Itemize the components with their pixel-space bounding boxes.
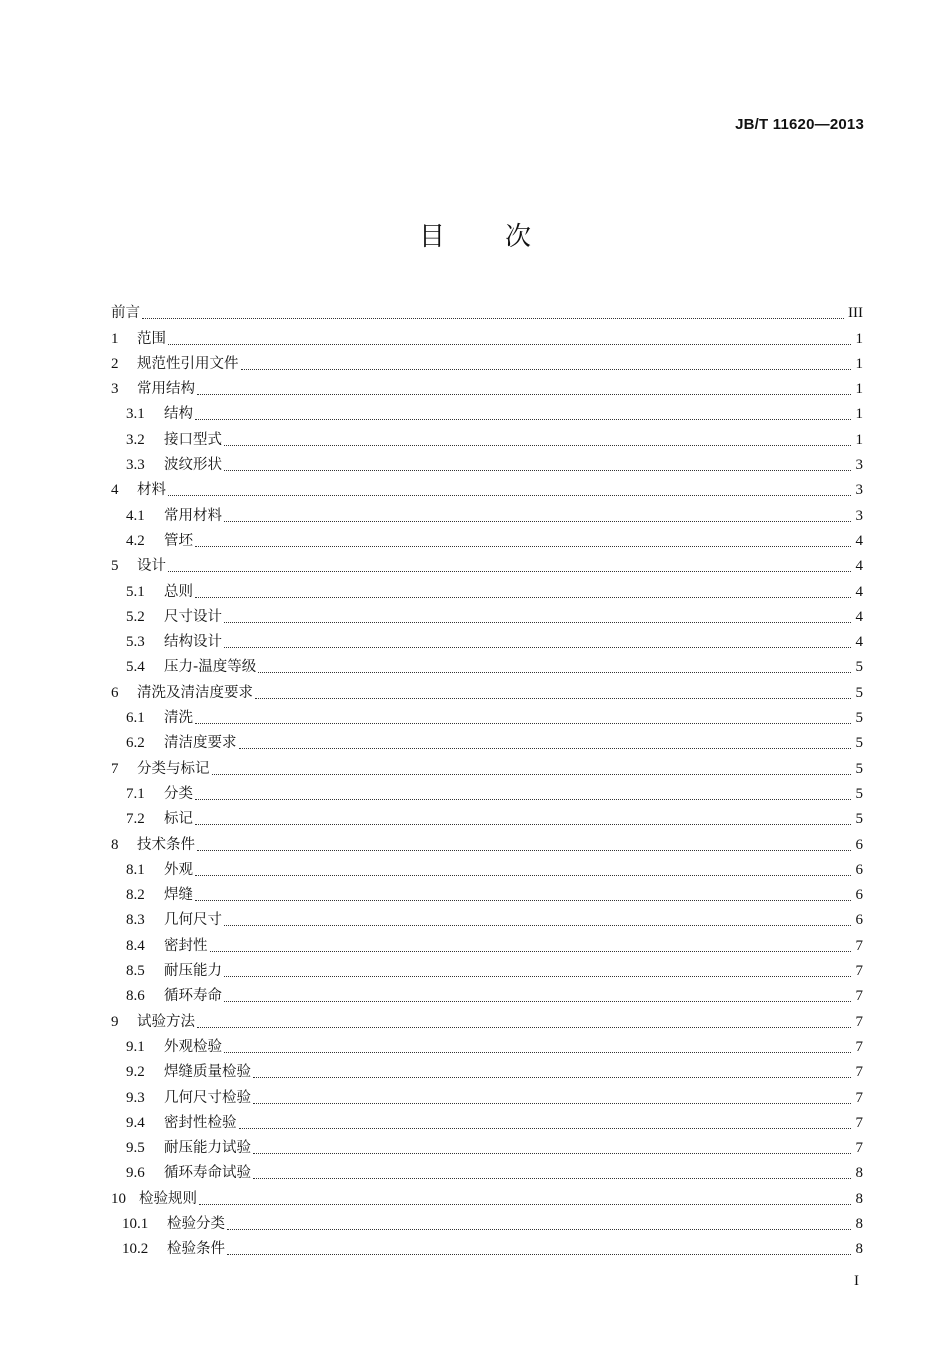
toc-dot-leader <box>241 368 852 370</box>
toc-entry[interactable] <box>111 879 863 904</box>
toc-entry-label: 接口型式 <box>164 431 222 448</box>
toc-entry-number: 4.1 <box>126 507 145 524</box>
toc-entry-number: 1 <box>111 330 119 347</box>
toc-entry-label: 压力-温度等级 <box>164 659 257 676</box>
toc-entry-number: 3 <box>111 381 119 398</box>
toc-entry-label: 管坯 <box>164 532 193 549</box>
toc-entry-page: 6 <box>855 836 863 853</box>
toc-entry[interactable] <box>111 1208 863 1233</box>
toc-dot-leader <box>210 950 852 952</box>
toc-entry-number: 9.2 <box>126 1064 145 1081</box>
toc-dot-leader <box>255 697 851 699</box>
toc-entry-page: 4 <box>855 558 863 575</box>
toc-entry-page: 5 <box>855 785 863 802</box>
toc-entry-page: 1 <box>855 330 863 347</box>
toc-entry-page: 6 <box>855 861 863 878</box>
toc-entry-label: 耐压能力试验 <box>164 1140 251 1157</box>
toc-entry-page: 7 <box>855 1038 863 1055</box>
toc-entry-label: 结构设计 <box>164 634 222 651</box>
footer-page-number: I <box>854 1273 859 1289</box>
toc-entry-label: 材料 <box>137 482 166 499</box>
toc-entry[interactable] <box>111 423 863 448</box>
toc-entry-number: 9.4 <box>126 1114 145 1131</box>
toc-entry[interactable] <box>111 474 863 499</box>
toc-entry-page: 6 <box>855 887 863 904</box>
toc-entry-number: 9.1 <box>126 1038 145 1055</box>
toc-entry[interactable] <box>111 626 863 651</box>
toc-entry-number: 3.2 <box>126 431 145 448</box>
toc-entry-label: 试验方法 <box>137 1013 195 1030</box>
toc-entry-number: 9.6 <box>126 1165 145 1182</box>
toc-dot-leader <box>258 671 851 673</box>
toc-entry-label: 清洗 <box>164 710 193 727</box>
toc-entry[interactable] <box>111 651 863 676</box>
toc-entry-number: 9.5 <box>126 1140 145 1157</box>
toc-entry-label: 外观检验 <box>164 1038 222 1055</box>
toc-dot-leader <box>253 1152 851 1154</box>
toc-entry-label: 焊缝 <box>164 887 193 904</box>
toc-entry[interactable] <box>111 373 863 398</box>
toc-entry-page: III <box>848 305 863 322</box>
title-char-2: 次 <box>505 222 532 252</box>
toc-entry[interactable] <box>111 1005 863 1030</box>
toc-entry-number: 8.5 <box>126 963 145 980</box>
toc-entry-label: 常用材料 <box>164 507 222 524</box>
toc-entry-number: 5.3 <box>126 634 145 651</box>
toc-entry[interactable] <box>111 525 863 550</box>
toc-entry[interactable] <box>111 955 863 980</box>
toc-entry[interactable] <box>111 398 863 423</box>
toc-dot-leader <box>253 1177 851 1179</box>
toc-dot-leader <box>224 975 851 977</box>
toc-entry[interactable] <box>111 676 863 701</box>
toc-entry[interactable] <box>111 499 863 524</box>
toc-entry-number: 10.2 <box>122 1241 149 1258</box>
toc-entry[interactable] <box>111 828 863 853</box>
table-of-contents <box>111 297 863 1258</box>
toc-entry-label: 技术条件 <box>137 836 195 853</box>
toc-entry-label: 规范性引用文件 <box>137 355 239 372</box>
toc-entry-page: 5 <box>855 811 863 828</box>
toc-dot-leader <box>168 494 851 496</box>
toc-entry-label: 分类 <box>164 785 193 802</box>
toc-dot-leader <box>239 1127 852 1129</box>
toc-entry-number: 8.6 <box>126 988 145 1005</box>
toc-dot-leader <box>168 570 851 572</box>
toc-dot-leader <box>197 849 851 851</box>
toc-entry[interactable] <box>111 904 863 929</box>
toc-entry-number: 3.3 <box>126 457 145 474</box>
toc-entry-label: 清洁度要求 <box>164 735 237 752</box>
toc-entry-page: 7 <box>855 963 863 980</box>
toc-dot-leader <box>224 1051 851 1053</box>
toc-entry-page: 7 <box>855 1064 863 1081</box>
toc-entry[interactable] <box>111 550 863 575</box>
toc-entry[interactable] <box>111 702 863 727</box>
toc-entry-page: 4 <box>855 608 863 625</box>
toc-entry-number: 9.3 <box>126 1089 145 1106</box>
toc-entry-number: 4 <box>111 482 119 499</box>
toc-entry-page: 6 <box>855 912 863 929</box>
toc-entry[interactable] <box>111 297 863 322</box>
toc-dot-leader <box>195 418 851 420</box>
page-title <box>0 216 950 253</box>
toc-entry-label: 检验规则 <box>139 1190 197 1207</box>
toc-dot-leader <box>224 444 851 446</box>
toc-entry-number: 4.2 <box>126 532 145 549</box>
toc-entry[interactable] <box>111 854 863 879</box>
toc-entry[interactable] <box>111 1132 863 1157</box>
toc-dot-leader <box>253 1102 851 1104</box>
toc-entry-page: 4 <box>855 583 863 600</box>
toc-entry-label: 循环寿命 <box>164 988 222 1005</box>
toc-dot-leader <box>195 722 851 724</box>
toc-entry-number: 3.1 <box>126 406 145 423</box>
toc-entry-label: 前言 <box>111 305 140 322</box>
toc-entry[interactable] <box>111 449 863 474</box>
toc-entry-page: 4 <box>855 634 863 651</box>
toc-dot-leader <box>195 545 851 547</box>
toc-entry-page: 4 <box>855 532 863 549</box>
toc-entry-page: 5 <box>855 684 863 701</box>
toc-dot-leader <box>224 520 851 522</box>
toc-dot-leader <box>224 646 851 648</box>
toc-entry-page: 7 <box>855 937 863 954</box>
toc-entry-page: 8 <box>855 1241 863 1258</box>
toc-entry-page: 7 <box>855 1089 863 1106</box>
toc-entry-number: 5.4 <box>126 659 145 676</box>
toc-entry-page: 8 <box>855 1215 863 1232</box>
toc-entry-page: 7 <box>855 1140 863 1157</box>
toc-entry-page: 1 <box>855 355 863 372</box>
toc-entry[interactable] <box>111 778 863 803</box>
toc-entry[interactable] <box>111 1031 863 1056</box>
toc-entry-label: 常用结构 <box>137 381 195 398</box>
toc-entry[interactable] <box>111 1182 863 1207</box>
toc-entry[interactable] <box>111 980 863 1005</box>
toc-entry-label: 总则 <box>164 583 193 600</box>
toc-entry-label: 密封性检验 <box>164 1114 237 1131</box>
toc-entry-page: 5 <box>855 659 863 676</box>
toc-dot-leader <box>195 874 851 876</box>
toc-dot-leader <box>195 798 851 800</box>
toc-entry-page: 8 <box>855 1165 863 1182</box>
toc-entry-number: 8 <box>111 836 119 853</box>
toc-entry[interactable] <box>111 322 863 347</box>
toc-dot-leader <box>195 823 851 825</box>
toc-entry-label: 几何尺寸 <box>164 912 222 929</box>
toc-entry-page: 5 <box>855 760 863 777</box>
toc-entry-label: 几何尺寸检验 <box>164 1089 251 1106</box>
toc-entry-label: 耐压能力 <box>164 963 222 980</box>
toc-entry-page: 1 <box>855 381 863 398</box>
toc-entry[interactable] <box>111 1233 863 1258</box>
toc-entry[interactable] <box>111 601 863 626</box>
toc-entry-label: 范围 <box>137 330 166 347</box>
toc-entry-page: 7 <box>855 988 863 1005</box>
toc-entry-number: 10 <box>111 1190 126 1207</box>
toc-entry-page: 1 <box>855 431 863 448</box>
toc-dot-leader <box>197 1026 851 1028</box>
toc-dot-leader <box>253 1076 851 1078</box>
toc-entry-number: 5.2 <box>126 608 145 625</box>
toc-entry-number: 8.2 <box>126 887 145 904</box>
toc-entry-page: 8 <box>855 1190 863 1207</box>
toc-entry-label: 尺寸设计 <box>164 608 222 625</box>
toc-entry-page: 5 <box>855 735 863 752</box>
toc-dot-leader <box>224 924 851 926</box>
toc-entry-label: 结构 <box>164 406 193 423</box>
toc-dot-leader <box>224 1000 851 1002</box>
toc-entry-number: 6 <box>111 684 119 701</box>
toc-dot-leader <box>197 393 851 395</box>
toc-entry-label: 密封性 <box>164 937 208 954</box>
toc-entry[interactable] <box>111 1107 863 1132</box>
toc-entry-number: 2 <box>111 355 119 372</box>
toc-entry-label: 分类与标记 <box>137 760 210 777</box>
toc-entry-number: 6.1 <box>126 710 145 727</box>
toc-entry-page: 5 <box>855 710 863 727</box>
toc-entry-page: 1 <box>855 406 863 423</box>
toc-entry-number: 9 <box>111 1013 119 1030</box>
toc-entry[interactable] <box>111 803 863 828</box>
toc-entry-page: 3 <box>855 457 863 474</box>
toc-entry-number: 5.1 <box>126 583 145 600</box>
toc-entry-label: 标记 <box>164 811 193 828</box>
standard-code: JB/T 11620—2013 <box>735 116 864 133</box>
toc-entry-label: 检验条件 <box>167 1241 225 1258</box>
toc-entry-page: 3 <box>855 507 863 524</box>
toc-entry-number: 10.1 <box>122 1215 149 1232</box>
toc-entry-label: 外观 <box>164 861 193 878</box>
toc-entry-page: 7 <box>855 1013 863 1030</box>
toc-entry-label: 设计 <box>137 558 166 575</box>
toc-entry[interactable] <box>111 1157 863 1182</box>
toc-entry-page: 7 <box>855 1114 863 1131</box>
toc-entry[interactable] <box>111 929 863 954</box>
toc-entry-number: 5 <box>111 558 119 575</box>
toc-dot-leader <box>142 317 844 319</box>
toc-entry[interactable] <box>111 727 863 752</box>
toc-entry-number: 8.1 <box>126 861 145 878</box>
toc-entry[interactable] <box>111 1081 863 1106</box>
toc-dot-leader <box>195 899 851 901</box>
toc-dot-leader <box>239 747 852 749</box>
toc-dot-leader <box>227 1228 851 1230</box>
toc-dot-leader <box>199 1203 851 1205</box>
toc-dot-leader <box>195 596 851 598</box>
toc-entry-label: 检验分类 <box>167 1215 225 1232</box>
toc-dot-leader <box>224 469 851 471</box>
toc-entry-label: 波纹形状 <box>164 457 222 474</box>
toc-entry-number: 6.2 <box>126 735 145 752</box>
toc-entry[interactable] <box>111 752 863 777</box>
toc-dot-leader <box>168 343 851 345</box>
toc-entry-number: 7.2 <box>126 811 145 828</box>
toc-entry[interactable] <box>111 575 863 600</box>
toc-entry-page: 3 <box>855 482 863 499</box>
title-char-1: 目 <box>418 222 445 252</box>
toc-entry-number: 7.1 <box>126 785 145 802</box>
toc-entry[interactable] <box>111 1056 863 1081</box>
toc-dot-leader <box>212 773 852 775</box>
toc-entry-label: 焊缝质量检验 <box>164 1064 251 1081</box>
toc-entry-label: 清洗及清洁度要求 <box>137 684 253 701</box>
toc-entry-number: 7 <box>111 760 119 777</box>
toc-entry[interactable] <box>111 348 863 373</box>
toc-entry-number: 8.3 <box>126 912 145 929</box>
toc-entry-label: 循环寿命试验 <box>164 1165 251 1182</box>
toc-entry-number: 8.4 <box>126 937 145 954</box>
toc-dot-leader <box>227 1253 851 1255</box>
toc-dot-leader <box>224 621 851 623</box>
